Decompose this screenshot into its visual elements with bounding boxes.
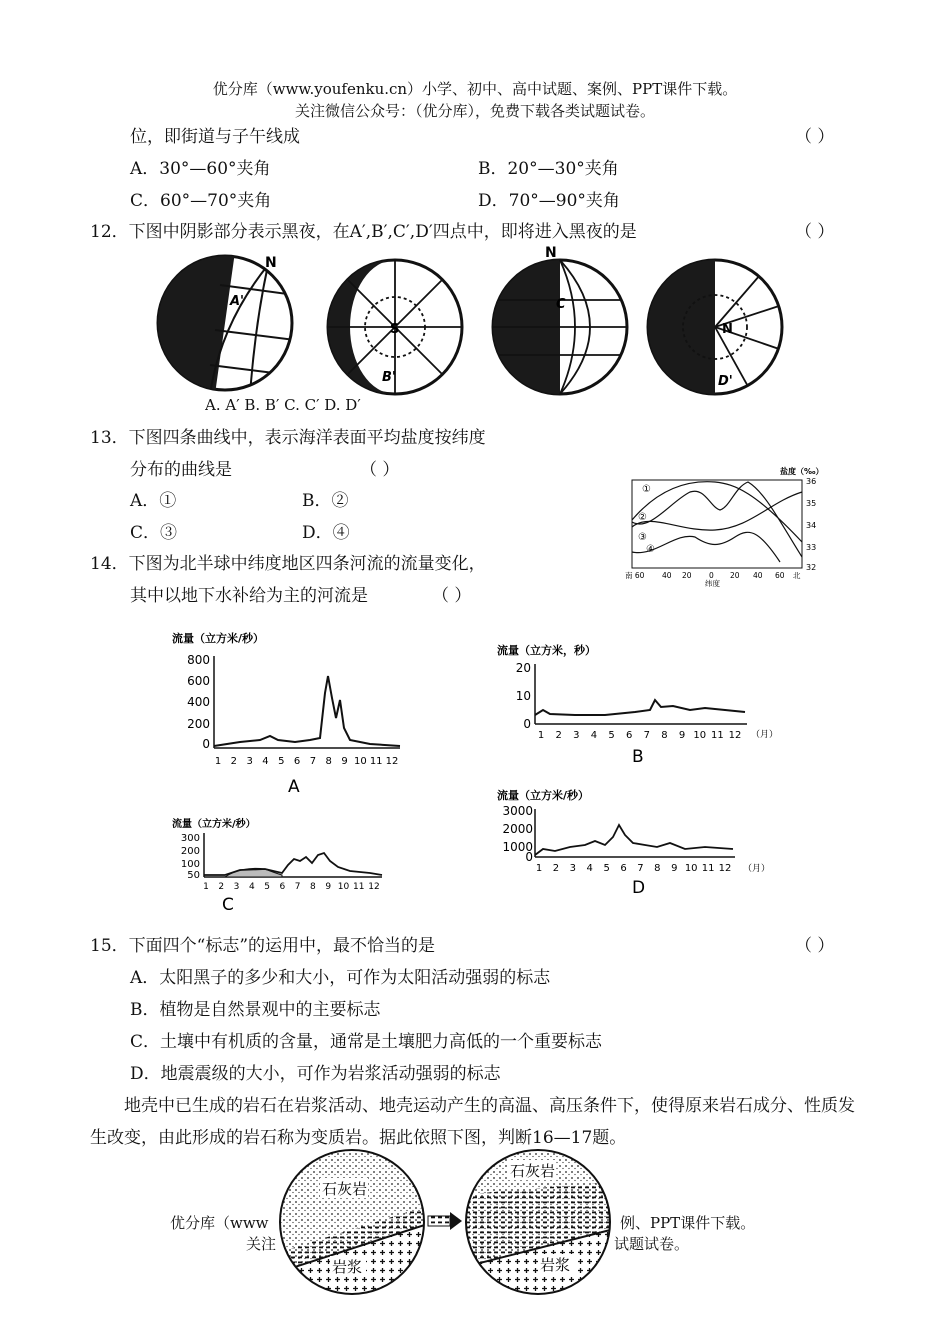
q13-option-a[interactable]: A．① (130, 491, 177, 511)
river-d-ylabel: 流量（立方米/秒） (497, 789, 590, 802)
month-tick-label: 10 (684, 863, 698, 874)
curve-label-1: ① (642, 484, 651, 495)
month-tick-label: 9 (341, 756, 348, 767)
river-b-xticks (538, 730, 742, 741)
q12-options-row[interactable]: A. A′ B. B′ C. C′ D. D′ (205, 396, 361, 410)
month-tick-label: 12 (718, 863, 732, 874)
svg-text:20: 20 (682, 571, 692, 580)
month-tick-label: 11 (353, 882, 365, 892)
footer-right-2: 试题试卷。 (614, 1235, 690, 1253)
month-tick-label: 9 (325, 882, 332, 892)
month-tick-label: 6 (620, 863, 627, 874)
month-tick-label: 5 (603, 863, 610, 874)
month-tick-label: 5 (608, 730, 615, 741)
river-c-flow-line (204, 853, 382, 875)
month-tick-label: 10 (337, 882, 350, 892)
q15-option-d[interactable]: D．地震震级的大小，可作为岩浆活动强弱的标志 (130, 1064, 501, 1084)
month-tick-label: 12 (368, 882, 380, 892)
footer-left-2: 关注 (246, 1235, 277, 1253)
month-tick-label: 2 (552, 863, 560, 874)
q11-option-d[interactable]: D．70°—90°夹角 (478, 191, 620, 211)
svg-text:50: 50 (187, 870, 200, 881)
q13-ylabel: 盐度（‰） (780, 467, 824, 476)
q11-option-c[interactable]: C．60°—70°夹角 (130, 191, 272, 211)
river-d-flow-line (535, 825, 733, 855)
globe-a (150, 247, 295, 395)
month-tick-label: 2 (555, 730, 562, 741)
svg-text:100: 100 (180, 859, 200, 870)
month-tick-label: 9 (678, 730, 686, 741)
svg-text:200: 200 (187, 717, 210, 731)
month-tick-label: 6 (293, 756, 301, 767)
q13-line-1: 13．下图四条曲线中，表示海洋表面平均盐度按纬度 (90, 428, 486, 448)
q13-option-b[interactable]: B．② (302, 491, 349, 511)
rock-after-bottom-label: 岩浆 (540, 1256, 571, 1274)
month-tick-label: 6 (279, 882, 286, 892)
month-tick-label: 2 (218, 882, 225, 892)
month-tick-label: 3 (569, 863, 577, 874)
month-tick-label: 10 (693, 730, 707, 741)
globe-a-point-label: A' (230, 294, 245, 309)
q12-text: 12．下图中阴影部分表示黑夜，在A′,B′,C′,D′四点中，即将进入黑夜的是 (90, 222, 637, 242)
q13-option-d[interactable]: D．④ (302, 523, 350, 543)
month-tick-label: 12 (728, 730, 742, 741)
month-tick-label: 3 (246, 756, 253, 767)
svg-text:200: 200 (180, 846, 200, 857)
river-c-title: C (222, 895, 234, 915)
q15-text: 15．下面四个“标志”的运用中，最不恰当的是 (90, 936, 436, 956)
svg-text:2000: 2000 (502, 822, 533, 836)
month-tick-label: 10 (353, 756, 367, 767)
footer-left-1: 优分库（www (170, 1214, 269, 1232)
q13-option-c[interactable]: C．③ (130, 523, 178, 543)
q11-paren: （ ） (795, 127, 835, 147)
month-tick-label: 8 (661, 730, 668, 741)
month-tick-label: 3 (573, 730, 580, 741)
globe-d-n-label: N (722, 322, 733, 337)
river-a-flow-line (214, 676, 400, 746)
river-chart-a (170, 628, 410, 803)
svg-text:0: 0 (523, 717, 531, 731)
month-tick-label: 11 (701, 863, 715, 874)
q12-globes-figure (150, 245, 790, 415)
globe-a-n-label: N (265, 255, 277, 271)
globe-c (493, 245, 627, 394)
q15-option-b[interactable]: B．植物是自然景观中的主要标志 (130, 1000, 381, 1020)
month-tick-label: 4 (248, 882, 255, 892)
svg-text:20: 20 (515, 661, 531, 675)
q12-paren: （ ） (795, 222, 835, 242)
salinity-curve-3 (632, 492, 802, 530)
q13-paren: （ ） (360, 460, 400, 480)
month-tick-label: 1 (535, 863, 543, 874)
globe-d (648, 260, 782, 394)
river-c-xticks (203, 882, 380, 892)
svg-text:南 60: 南 60 (625, 571, 645, 580)
rock-after-top-label: 石灰岩 (510, 1162, 556, 1180)
month-tick-label: 1 (203, 882, 209, 892)
passage-text: 地壳中已生成的岩石在岩浆活动、地壳运动产生的高温、高压条件下，使得原来岩石成分、性质发生改变，由此形成的岩石称为变质岩。据此依照下图，判断16—17题。 (90, 1096, 855, 1148)
month-tick-label: 11 (710, 730, 724, 741)
q11-option-a[interactable]: A．30°—60°夹角 (130, 159, 271, 179)
river-b-title: B (632, 747, 644, 767)
globe-b (328, 260, 462, 394)
svg-text:1000: 1000 (502, 840, 533, 854)
river-chart-b (495, 640, 785, 770)
month-tick-label: 4 (590, 730, 598, 741)
river-a-title: A (288, 777, 300, 797)
transform-arrow-icon (428, 1212, 462, 1230)
q14-line-2: 其中以地下水补给为主的河流是 (130, 586, 368, 606)
salinity-curve-1 (632, 482, 802, 542)
globe-b-s-label: S (390, 322, 400, 337)
month-tick-label: 1 (537, 730, 545, 741)
curve-label-2: ② (638, 512, 647, 523)
month-tick-label: 5 (264, 882, 270, 892)
header-line-1: 优分库（www.youfenku.cn）小学、初中、高中试题、案例、PPT课件下载。 (212, 80, 738, 98)
month-tick-label: 7 (294, 882, 301, 892)
svg-text:36: 36 (806, 477, 817, 486)
river-c-ylabel: 流量（立方米/秒） (172, 819, 256, 830)
river-chart-c (170, 815, 400, 915)
river-b-ylabel: 流量（立方米，秒） (497, 644, 596, 657)
svg-text:35: 35 (806, 499, 817, 508)
month-tick-label: 4 (586, 863, 593, 874)
month-tick-label: 7 (309, 756, 317, 767)
q14-paren: （ ） (432, 586, 472, 606)
month-tick-label: 2 (230, 756, 238, 767)
month-tick-label: 7 (637, 863, 644, 874)
globe-b-point-label: B' (382, 370, 396, 385)
svg-text:20: 20 (730, 571, 740, 580)
header-line-2: 关注微信公众号：（优分库），免费下载各类试题试卷。 (294, 102, 655, 120)
svg-text:33: 33 (806, 543, 817, 552)
svg-text:40: 40 (753, 571, 763, 580)
river-chart-d (495, 785, 785, 900)
month-tick-label: 4 (262, 756, 269, 767)
month-tick-label: 8 (310, 882, 316, 892)
svg-text:北: 北 (793, 571, 801, 580)
svg-text:10: 10 (515, 689, 531, 703)
q13-line-2: 分布的曲线是 (130, 460, 232, 480)
q13-xlabel: 纬度 (705, 579, 720, 587)
q15-option-c[interactable]: C．土壤中有机质的含量，通常是土壤肥力高低的一个重要标志 (130, 1032, 603, 1052)
svg-text:40: 40 (662, 571, 672, 580)
river-a-xticks (215, 756, 399, 767)
svg-text:400: 400 (187, 695, 210, 709)
river-b-unit: （月） (751, 730, 779, 740)
rock-before-bottom-label: 岩浆 (332, 1258, 363, 1276)
month-tick-label: 3 (233, 882, 240, 892)
river-b-flow-line (535, 700, 745, 715)
q14-line-1: 14．下图为北半球中纬度地区四条河流的流量变化， (90, 554, 486, 574)
month-tick-label: 7 (643, 730, 651, 741)
svg-text:3000: 3000 (502, 804, 533, 818)
month-tick-label: 8 (325, 756, 332, 767)
river-d-xticks (536, 863, 732, 874)
footer-right-1: 例、PPT课件下载。 (620, 1214, 756, 1232)
q13-salinity-chart (620, 462, 845, 587)
curve-label-4: ④ (646, 544, 655, 555)
month-tick-label: 11 (369, 756, 383, 767)
month-tick-label: 12 (385, 756, 399, 767)
svg-text:800: 800 (187, 653, 210, 667)
river-d-title: D (632, 878, 646, 898)
river-a-ylabel: 流量（立方米/秒） (172, 632, 265, 645)
svg-text:34: 34 (806, 521, 817, 530)
river-d-unit: （月） (743, 864, 771, 874)
globe-d-point-label: D' (718, 374, 733, 389)
rock-before-top-label: 石灰岩 (322, 1180, 368, 1198)
svg-text:600: 600 (187, 674, 210, 688)
q11-option-b[interactable]: B．20°—30°夹角 (478, 159, 619, 179)
globe-c-point-label: C (556, 297, 566, 312)
salinity-curve-2 (632, 482, 802, 557)
month-tick-label: 1 (214, 756, 222, 767)
svg-text:300: 300 (180, 833, 200, 844)
month-tick-label: 6 (625, 730, 633, 741)
svg-text:0: 0 (709, 571, 714, 580)
svg-text:32: 32 (806, 563, 817, 572)
month-tick-label: 8 (654, 863, 661, 874)
month-tick-label: 5 (278, 756, 285, 767)
q13-yticks (806, 477, 816, 572)
q11-text: 位，即街道与子午线成 (130, 127, 300, 147)
q15-paren: （ ） (795, 936, 835, 956)
svg-text:0: 0 (525, 850, 533, 864)
globe-c-n-label: N (545, 245, 557, 261)
q15-option-a[interactable]: A．太阳黑子的多少和大小，可作为太阳活动强弱的标志 (130, 968, 551, 988)
metamorphic-rock-figure (270, 1140, 630, 1300)
svg-text:60: 60 (775, 571, 785, 580)
curve-label-3: ③ (638, 532, 647, 543)
svg-text:0: 0 (202, 737, 210, 751)
month-tick-label: 9 (671, 863, 678, 874)
